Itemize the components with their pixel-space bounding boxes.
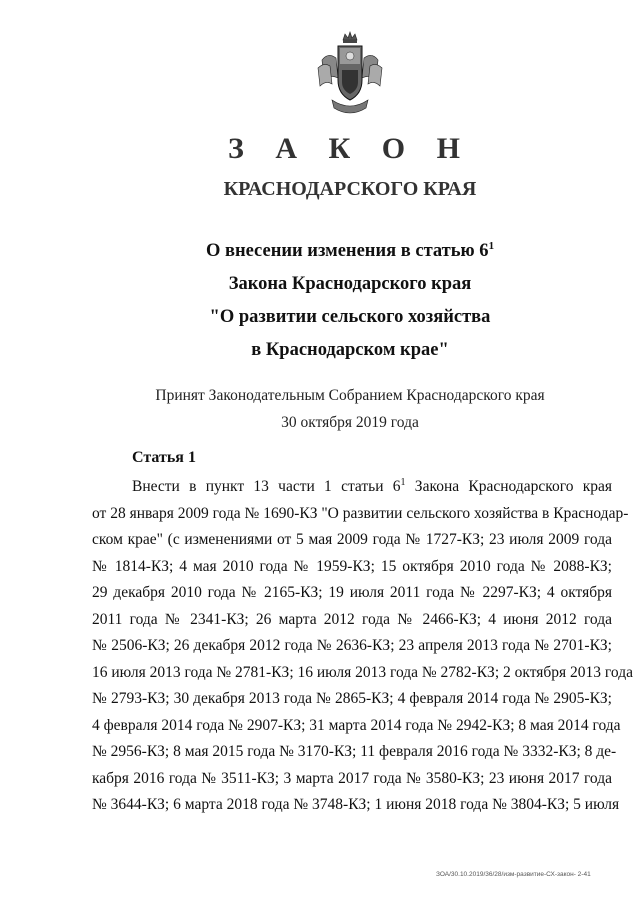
article-line: № 1814-КЗ; 4 мая 2010 года № 1959-КЗ; 15 октября 2010 года № 2088-КЗ; bbox=[92, 557, 612, 575]
article-body bbox=[92, 474, 633, 819]
article-line: от 28 января 2009 года № 1690-КЗ "О развитии сельского хозяйства в Краснодар- bbox=[92, 504, 629, 522]
article-line: кабря 2016 года № 3511-КЗ; 3 марта 2017 года № 3580-КЗ; 23 июня 2017 года bbox=[92, 769, 612, 787]
adoption-body: Принят Законодательным Собранием Краснодарского края bbox=[155, 387, 545, 404]
article-line: № 2956-КЗ; 8 мая 2015 года № 3170-КЗ; 11 февраля 2016 года № 3332-КЗ; 8 де- bbox=[92, 743, 617, 760]
heading-line-4: в Краснодарском крае" bbox=[251, 340, 449, 361]
law-subtitle: КРАСНОДАРСКОГО КРАЯ bbox=[223, 178, 477, 200]
article-line: 16 июля 2013 года № 2781-КЗ; 16 июля 2013 года № 2782-КЗ; 2 октября 2013 года bbox=[92, 663, 633, 681]
article-line: 2011 года № 2341-КЗ; 26 марта 2012 года № 2466-КЗ; 4 июня 2012 года bbox=[92, 610, 612, 628]
document-heading bbox=[0, 230, 640, 367]
article-line: № 2793-КЗ; 30 декабря 2013 года № 2865-КЗ; 4 февраля 2014 года № 2905-КЗ; bbox=[92, 690, 612, 707]
article-line: № 2506-КЗ; 26 декабря 2012 года № 2636-КЗ; 23 апреля 2013 года № 2701-КЗ; bbox=[92, 637, 612, 654]
article-line: 4 февраля 2014 года № 2907-КЗ; 31 марта 2014 года № 2942-КЗ; 8 мая 2014 года bbox=[92, 716, 621, 734]
krasnodar-coat-of-arms-icon bbox=[314, 30, 386, 120]
article-line: 29 декабря 2010 года № 2165-КЗ; 19 июля 2011 года № 2297-КЗ; 4 октября bbox=[92, 584, 612, 601]
heading-line-1: О внесении изменения в статью $6^1$ bbox=[205, 240, 495, 262]
heading-line-2: Закона Краснодарского края bbox=[228, 274, 472, 295]
footer-document-code: ЗОА/30.10.2019/36/28/изм-развитие-СХ-закон- 2-41 bbox=[436, 871, 591, 878]
heading-line-3: "О развитии сельского хозяйства bbox=[209, 307, 491, 328]
law-title: З А К О Н bbox=[228, 132, 472, 165]
article-line: № 3644-КЗ; 6 марта 2018 года № 3748-КЗ; 1 июня 2018 года № 3804-КЗ; 5 июля bbox=[92, 796, 620, 813]
adoption-date: 30 октября 2019 года bbox=[281, 414, 419, 431]
article-line: ском крае" (с изменениями от 5 мая 2009 года № 1727-КЗ; 23 июля 2009 года bbox=[92, 531, 612, 548]
adoption-note bbox=[0, 382, 640, 436]
article-line: Внести в пункт 13 части 1 статьи $6^1$ Закона Краснодарского края bbox=[132, 476, 612, 495]
article-label: Статья 1 bbox=[132, 449, 196, 466]
